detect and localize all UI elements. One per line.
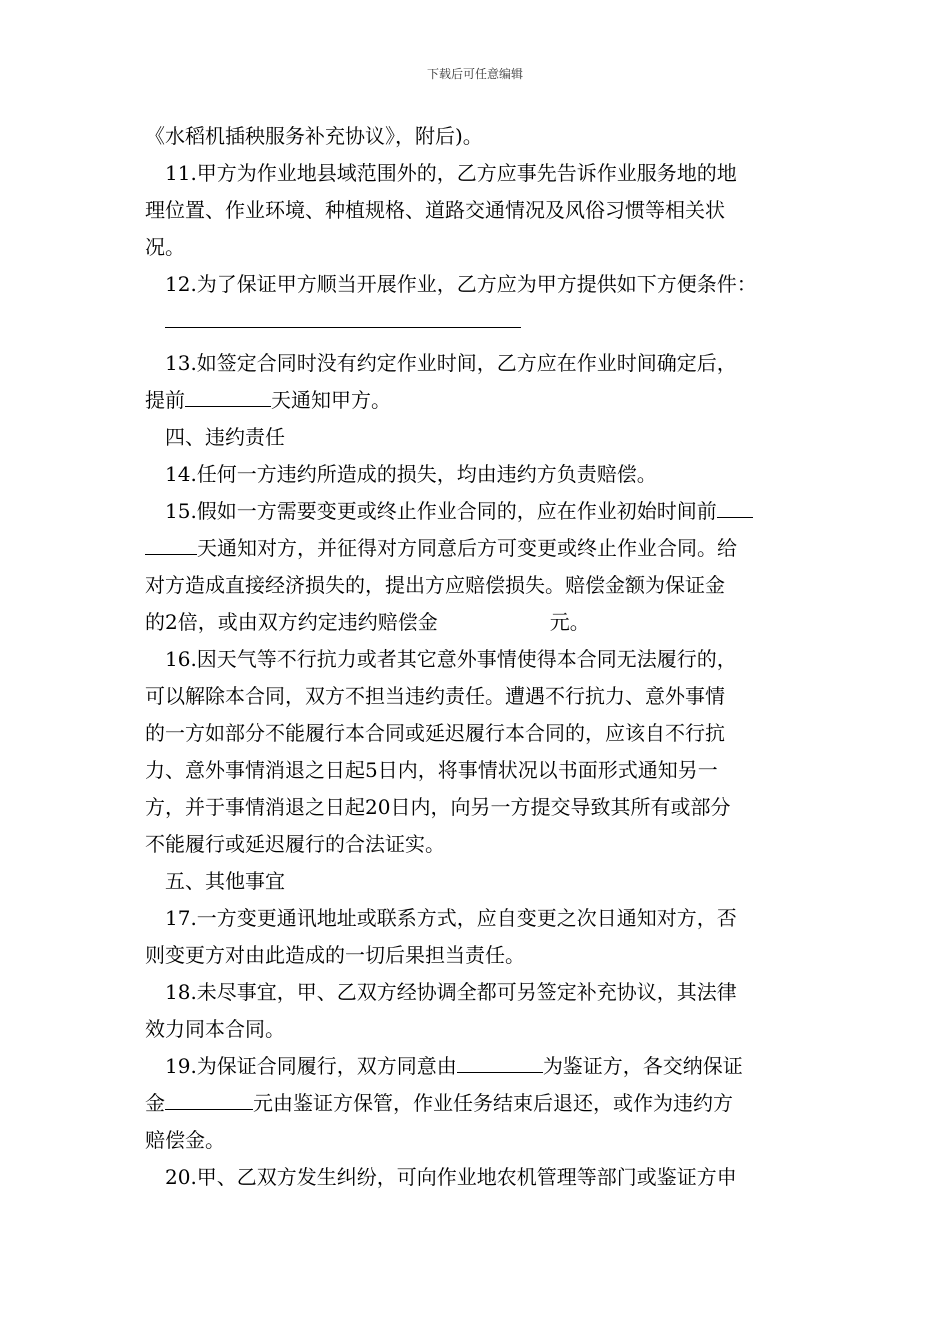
fill-blank[interactable] xyxy=(165,303,521,328)
clause-16: 16.因天气等不行抗力或者其它意外事情使得本合同无法履行的， xyxy=(165,647,737,671)
text-line: 的一方如部分不能履行本合同或延迟履行本合同的，应该自不行抗 xyxy=(145,721,725,745)
blank-line-row xyxy=(145,303,810,340)
clause-17: 17.一方变更通讯地址或联系方式，应自变更之次日通知对方，否 xyxy=(165,906,737,930)
text-line: 可以解除本合同，双方不担当违约责任。遭遇不行抗力、意外事情 xyxy=(145,684,725,708)
text-line: 《水稻机插秧服务补充协议》，附后)。 xyxy=(145,124,483,148)
text-line: 力、意外事情消退之日起5日内，将事情状况以书面形式通知另一 xyxy=(145,758,718,782)
clause-13: 13.如签定合同时没有约定作业时间，乙方应在作业时间确定后， xyxy=(165,351,737,375)
text-line: 效力同本合同。 xyxy=(145,1017,285,1041)
fill-blank[interactable] xyxy=(165,1085,253,1110)
text-line: 赔偿金。 xyxy=(145,1128,225,1152)
clause-11: 11.甲方为作业地县域范围外的，乙方应事先告诉作业服务地的地 xyxy=(165,161,737,185)
fill-blank[interactable] xyxy=(717,493,753,518)
fill-blank[interactable] xyxy=(185,382,271,407)
page-header: 下载后可任意编辑 xyxy=(426,67,523,81)
text-line: 对方造成直接经济损失的，提出方应赔偿损失。赔偿金额为保证金 xyxy=(145,573,725,597)
text-line: 天通知对方，并征得对方同意后方可变更或终止作业合同。给 xyxy=(145,530,810,567)
text-line: 金 元由鉴证方保管，作业任务结束后退还，或作为违约方 xyxy=(145,1085,810,1122)
clause-20: 20.甲、乙双方发生纠纷，可向作业地农机管理等部门或鉴证方申 xyxy=(165,1165,737,1189)
clause-14: 14.任何一方违约所造成的损失，均由违约方负责赔偿。 xyxy=(165,462,657,486)
section-heading-breach: 四、违约责任 xyxy=(165,425,285,449)
text-line: 况。 xyxy=(145,235,185,259)
clause-18: 18.未尽事宜，甲、乙双方经协调全都可另签定补充协议，其法律 xyxy=(165,980,737,1004)
fill-blank[interactable] xyxy=(457,1048,543,1073)
clause-12: 12.为了保证甲方顺当开展作业，乙方应为甲方提供如下方便条件： xyxy=(165,272,757,296)
text-line: 不能履行或延迟履行的合法证实。 xyxy=(145,832,445,856)
text-line: 提前 天通知甲方。 xyxy=(145,382,810,419)
text-line: 理位置、作业环境、种植规格、道路交通情况及风俗习惯等相关状 xyxy=(145,198,725,222)
document-body xyxy=(145,118,810,1196)
text-line: 方，并于事情消退之日起20日内，向另一方提交导致其所有或部分 xyxy=(145,795,731,819)
section-heading-other: 五、其他事宜 xyxy=(165,869,285,893)
text-line: 则变更方对由此造成的一切后果担当责任。 xyxy=(145,943,525,967)
clause-19: 19.为保证合同履行，双方同意由 为鉴证方，各交纳保证 xyxy=(145,1048,810,1085)
clause-15: 15.假如一方需要变更或终止作业合同的，应在作业初始时间前 xyxy=(145,493,810,530)
fill-blank[interactable] xyxy=(145,530,197,555)
text-line: 的2倍，或由双方约定违约赔偿金 元。 xyxy=(145,610,590,634)
